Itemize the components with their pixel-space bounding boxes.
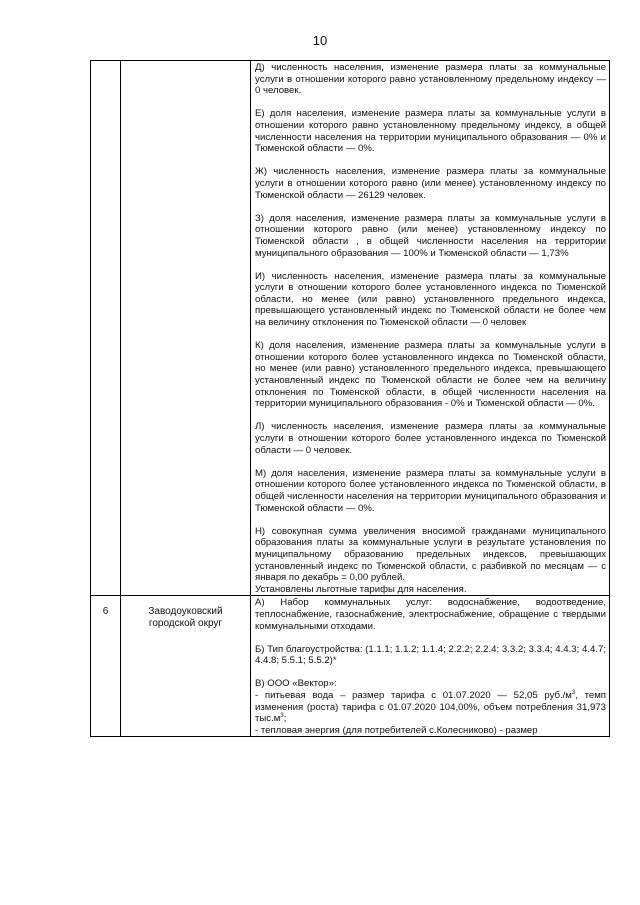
paragraph-zh: Ж) численность населения, изменение размера платы за коммунальные услуги в отношении которого равно (или менее) установленному индексу по Тюменской области — 26129 человек. [255,166,606,201]
paragraph-e: Е) доля населения, изменение размера платы за коммунальные услуги в отношении которого равно установленному предельному индексу, в общей численности населения на территории муниципального образования — 0% и Тюменской области — 0%. [255,108,606,155]
municipality-cell: Заводоуковский городской округ [121,596,251,737]
paragraph-d: Д) численность населения, изменение размера платы за коммунальные услуги в отношении которого равно установленному предельному индексу — 0 человек. [255,62,606,97]
paragraph-a: А) Набор коммунальных услуг: водоснабжение, водоотведение, теплоснабжение, газоснабжение, электроснабжение, обращение с твердыми коммунальными отходами. [255,597,606,632]
page-number: 10 [312,33,328,48]
row-number-cell [91,61,121,596]
paragraph-l: Л) численность населения, изменение размера платы за коммунальные услуги в отношении которого более установленного индекса по Тюменской области — 0 человек. [255,421,606,456]
table-row [91,61,610,596]
description-cell [251,61,610,596]
municipality-cell [121,61,251,596]
preferential-tariffs-note: Установлены льготные тарифы для населения. [255,583,467,595]
description-cell [251,596,610,737]
paragraph-b: Б) Тип благоустройства: (1.1.1; 1.1.2; 1.1.4; 2.2.2; 2.2.4; 3.3.2; 3.3.4; 4.4.3; 4.4.7; 4.4.8; 5.5.1; 5.5.2)* [255,643,606,667]
row-number-cell: 6 [91,596,121,737]
paragraph-n: Н) совокупная сумма увеличения вносимой гражданами муниципального образования платы за коммунальные услуги в результате установления по муниципальному образованию предельных индексов, превышающих установленный индекс по Тюменской области, с разбивкой по месяцам — с января по декабрь = 0,00 рублей. [255,525,606,584]
paragraph-m: М) доля населения, изменение размера платы за коммунальные услуги в отношении которого более установленного индекса по Тюменской области, в общей численности населения на территории муниципального образования и Тюменской области — 0%. [255,467,606,514]
paragraph-k: К) доля населения, изменение размера платы за коммунальные услуги в отношении которого более установленного индекса по Тюменской области, но менее (или равно) установленного предельного индекса, превышающего установленный индекс по Тюменской области не более чем на величину отклонения по Тюменской области, в общей численности населения на территории муниципального образования - 0% и Тюменской области — 0%. [255,340,606,410]
drinking-water-line: - питьевая вода – размер тарифа с 01.07.2020 — 52,05 $руб./м^3$, темп изменения (роста) тарифа с 01.07.2020 104,00%, объем потребления 31,973 $тыс.м^3$; [255,689,606,725]
paragraph-v: В) ООО «Вектор»: [255,678,337,690]
paragraph-i: И) численность населения, изменение размера платы за коммунальные услуги в отношении которого более установленного индекса по Тюменской области, но менее (или равно) установленного предельного индекса, превышающего установленный индекс по Тюменской области не более чем на величину отклонения по Тюменской области — 0 человек [255,270,606,329]
heat-energy-line: - тепловая энергия (для потребителей с.Колесниково) - размер [255,724,538,736]
paragraph-z: З) доля населения, изменение размера платы за коммунальные услуги в отношении которого равно (или менее) установленному индексу по Тюменской области , в общей численности населения на территории муниципального образования — 100% и Тюменской области — 1,73% [255,212,606,259]
indices-table [90,60,610,737]
table-row [91,596,610,737]
